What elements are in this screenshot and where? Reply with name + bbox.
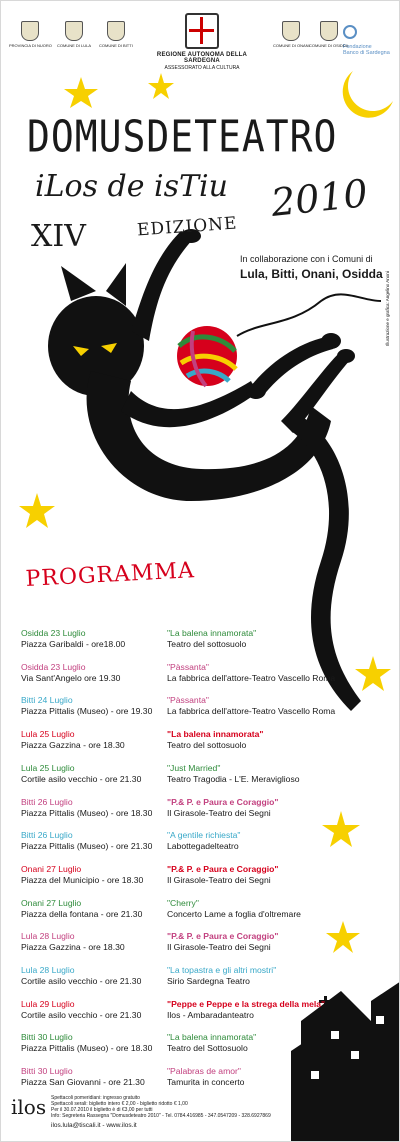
- event-company: Teatro Tragodia - L'E. Meraviglioso: [167, 774, 300, 784]
- event-show-title: "Pàssanta": [167, 662, 209, 672]
- event-date: Lula 29 Luglio: [21, 999, 75, 1009]
- event-date: Osidda 23 Luglio: [21, 662, 86, 672]
- event-company: Labottegadelteatro: [167, 841, 239, 851]
- illustration-credit: Illustrazione e grafica: Angelino Anoni: [385, 271, 390, 346]
- event-show-title: "Cherry": [167, 898, 199, 908]
- region-dept: ASSESSORATO ALLA CULTURA: [164, 65, 240, 71]
- event-date: Onani 27 Luglio: [21, 864, 82, 874]
- event-venue: Piazza Pittalis (Museo) - ore 18.30: [21, 1043, 153, 1053]
- event-venue: Piazza della fontana - ore 21.30: [21, 909, 143, 919]
- event-venue: Cortile asilo vecchio - ore 21.30: [21, 774, 142, 784]
- event-venue: Piazza Gazzina - ore 18.30: [21, 942, 125, 952]
- event-date: Onani 27 Luglio: [21, 898, 82, 908]
- footer-line: Spettacoli serali: biglietto intero € 2,00 - biglietto ridotto € 1,00: [51, 1101, 188, 1107]
- logo-caption: PROVINCIA DI NUORO: [9, 43, 52, 48]
- logo-caption: COMUNE DI BITTI: [99, 43, 133, 48]
- region-name: REGIONE AUTONOMA DELLA SARDEGNA: [156, 52, 248, 64]
- event-date: Bitti 26 Luglio: [21, 797, 73, 807]
- event-company: Il Girasole-Teatro dei Segni: [167, 942, 271, 952]
- event-date: Lula 28 Luglio: [21, 931, 75, 941]
- event-show-title: "Pàssanta": [167, 695, 209, 705]
- foundation-line1: Fondazione: [343, 43, 372, 50]
- event-date: Lula 25 Luglio: [21, 729, 75, 739]
- footer-line: Spettacoli pomeridiani: ingresso gratuito: [51, 1095, 140, 1101]
- star-icon: [148, 73, 174, 99]
- event-date: Bitti 30 Luglio: [21, 1032, 73, 1042]
- logo-caption: COMUNE DI ONANI: [273, 43, 310, 48]
- event-company: Concerto Lame a foglia d'oltremare: [167, 909, 301, 919]
- event-date: Bitti 26 Luglio: [21, 830, 73, 840]
- event-show-title: "Peppe e Peppe e la strega della mela": [167, 999, 326, 1009]
- footer-line: Info: Segreteria Rassegna "Domusdeteatro 2010" - Tel. 0784.416985 - 347.0547209 - 328.6927869: [51, 1113, 271, 1119]
- moon-icon: [343, 71, 393, 118]
- event-venue: Piazza San Giovanni - ore 21.30: [21, 1077, 145, 1087]
- event-venue: Piazza Pittalis (Museo) - ore 18.30: [21, 808, 153, 818]
- event-date: Bitti 24 Luglio: [21, 695, 73, 705]
- event-show-title: "La balena innamorata": [167, 1032, 257, 1042]
- event-show-title: "P.& P. e Paura e Coraggio": [167, 864, 279, 874]
- logo-caption: COMUNE DI LULA: [57, 43, 92, 48]
- event-company: Teatro del Sottosuolo: [167, 1043, 248, 1053]
- logo-caption: COMUNE DI OSIDDA: [309, 43, 349, 48]
- event-company: Ilos - Ambaradanteatro: [167, 1010, 254, 1020]
- star-icon: [64, 77, 98, 108]
- event-company: Tamurita in concerto: [167, 1077, 245, 1087]
- event-show-title: "La balena innamorata": [167, 729, 264, 739]
- event-company: Sirio Sardegna Teatro: [167, 976, 250, 986]
- event-venue: Piazza Pittalis (Museo) - ore 19.30: [21, 706, 153, 716]
- programma-title: PROGRAMMA: [25, 558, 196, 592]
- festival-subtitle: iLos de isTiu: [35, 169, 228, 204]
- event-venue: Cortile asilo vecchio - ore 21.30: [21, 1010, 142, 1020]
- event-company: La fabbrica dell'attore-Teatro Vascello Roma: [167, 673, 336, 683]
- event-show-title: "La topastra e gli altri mostri": [167, 965, 277, 975]
- star-icon: [19, 493, 55, 528]
- collaboration-towns: Lula, Bitti, Onani, Osidda: [240, 267, 383, 281]
- event-venue: Piazza del Municipio - ore 18.30: [21, 875, 144, 885]
- footer-line: Per il 30.07.2010 il biglietto è di €3,00 per tutti: [51, 1107, 153, 1113]
- event-show-title: "La balena innamorata": [167, 628, 257, 638]
- event-date: Osidda 23 Luglio: [21, 628, 86, 638]
- event-show-title: "P.& P. e Paura e Coraggio": [167, 931, 279, 941]
- event-date: Lula 25 Luglio: [21, 763, 75, 773]
- event-company: Il Girasole-Teatro dei Segni: [167, 875, 271, 885]
- event-venue: Cortile asilo vecchio - ore 21.30: [21, 976, 142, 986]
- event-company: Teatro del sottosuolo: [167, 740, 247, 750]
- festival-title: DOMUSDETEATRO: [27, 111, 338, 162]
- event-venue: Piazza Garibaldi - ore18.00: [21, 639, 126, 649]
- collaboration-intro: In collaborazione con i Comuni di: [240, 254, 373, 264]
- event-venue: Piazza Pittalis (Museo) - ore 21.30: [21, 841, 153, 851]
- festival-year: 2010: [268, 171, 370, 225]
- event-venue: Via Sant'Angelo ore 19.30: [21, 673, 121, 683]
- event-show-title: "Just Married": [167, 763, 221, 773]
- event-company: La fabbrica dell'attore-Teatro Vascello Roma: [167, 706, 336, 716]
- event-show-title: "A gentile richiesta": [167, 830, 241, 840]
- event-company: Teatro del sottosuolo: [167, 639, 247, 649]
- event-show-title: "Palabras de amor": [167, 1066, 241, 1076]
- ilos-logo: ilos: [11, 1095, 47, 1119]
- event-venue: Piazza Gazzina - ore 18.30: [21, 740, 125, 750]
- event-date: Bitti 30 Luglio: [21, 1066, 73, 1076]
- event-date: Lula 28 Luglio: [21, 965, 75, 975]
- edition-label: EDIZIONE: [136, 213, 239, 241]
- event-show-title: "P.& P. e Paura e Coraggio": [167, 797, 279, 807]
- footer-email[interactable]: ilos.lula@tiscali.it - www.ilos.it: [51, 1122, 137, 1129]
- edition-number: XIV: [31, 219, 86, 254]
- foundation-line2: Banco di Sardegna: [343, 49, 390, 56]
- event-company: Il Girasole-Teatro dei Segni: [167, 808, 271, 818]
